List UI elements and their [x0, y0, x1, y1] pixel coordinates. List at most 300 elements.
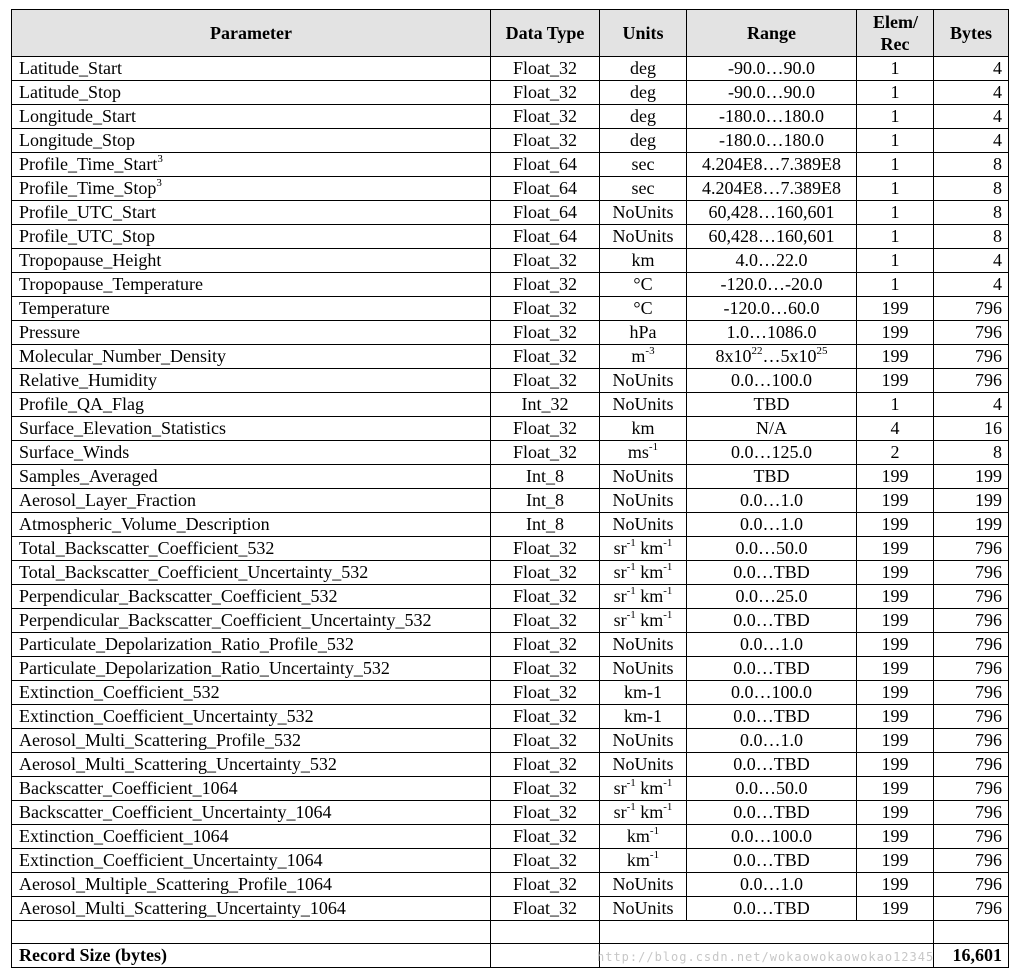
bytes-value: 796: [975, 898, 1002, 918]
parameter-cell: [12, 897, 491, 921]
elem-rec-cell: [857, 897, 934, 921]
units-cell: [600, 777, 687, 801]
units-cell: [600, 81, 687, 105]
elem-rec-cell: [857, 297, 934, 321]
units-cell: [600, 681, 687, 705]
units-cell: [600, 297, 687, 321]
units-cell: [600, 513, 687, 537]
parameter-name: Surface_Elevation_Statistics: [19, 418, 226, 438]
table-row: [12, 177, 1009, 201]
elem-rec-cell: [857, 273, 934, 297]
table-row: [12, 753, 1009, 777]
data-type-cell: [491, 441, 600, 465]
units-text: NoUnits: [612, 874, 674, 894]
bytes-value: 8: [993, 202, 1002, 222]
units-cell: [600, 321, 687, 345]
bytes-cell: [934, 657, 1009, 681]
bytes-value: 4: [993, 58, 1002, 78]
units-cell: [600, 273, 687, 297]
parameter-name: Profile_UTC_Start: [19, 202, 156, 222]
elem-rec-cell: [857, 81, 934, 105]
table-row: [12, 609, 1009, 633]
watermark-text: http://blog.csdn.net/wokaowokaowokao12345: [597, 950, 935, 964]
elem-rec-cell: [857, 801, 934, 825]
elem-rec-cell: [857, 489, 934, 513]
parameter-cell: [12, 345, 491, 369]
range-text: 0.0…25.0: [735, 586, 808, 606]
data-type-value: Float_32: [512, 106, 577, 126]
data-type-cell: [491, 849, 600, 873]
data-type-value: Float_64: [512, 154, 577, 174]
data-type-value: Float_32: [512, 634, 577, 654]
range-cell: [687, 801, 857, 825]
bytes-cell: [934, 537, 1009, 561]
range-cell: [687, 369, 857, 393]
range-text: 0.0…1.0: [740, 514, 803, 534]
bytes-value: 4: [993, 106, 1002, 126]
range-cell: [687, 849, 857, 873]
range-cell: [687, 273, 857, 297]
units-exponent: -1: [648, 441, 659, 453]
bytes-cell: [934, 225, 1009, 249]
elem-rec-value: 199: [881, 298, 909, 318]
parameter-name: Profile_QA_Flag: [19, 394, 144, 414]
elem-rec-cell: [857, 873, 934, 897]
bytes-value: 796: [975, 826, 1002, 846]
elem-rec-value: 199: [881, 754, 909, 774]
data-type-cell: [491, 105, 600, 129]
units-exponent: -1: [663, 777, 673, 789]
range-text: 0.0…1.0: [740, 874, 803, 894]
bytes-value: 796: [975, 730, 1002, 750]
bytes-cell: [934, 561, 1009, 585]
elem-rec-cell: [857, 729, 934, 753]
elem-rec-value: 1: [890, 130, 900, 150]
parameter-name: Longitude_Start: [19, 106, 136, 126]
parameter-cell: [12, 777, 491, 801]
parameter-cell: [12, 681, 491, 705]
table-row: [12, 81, 1009, 105]
range-exponent: 22: [751, 345, 763, 357]
range-cell: [687, 105, 857, 129]
bytes-value: 796: [975, 658, 1002, 678]
spacer-cell: [491, 921, 600, 944]
bytes-cell: [934, 177, 1009, 201]
elem-rec-value: 199: [881, 346, 909, 366]
parameter-table: [11, 9, 1009, 968]
spacer-cell: [600, 921, 934, 944]
elem-rec-value: 199: [881, 898, 909, 918]
parameter-name: Profile_Time_Stop: [19, 178, 157, 198]
elem-rec-value: 199: [881, 802, 909, 822]
elem-rec-value: 199: [881, 370, 909, 390]
elem-rec-value: 199: [881, 514, 909, 534]
bytes-value: 796: [975, 610, 1002, 630]
data-type-cell: [491, 225, 600, 249]
units-text: hPa: [629, 322, 657, 342]
units-text: sr: [613, 778, 627, 798]
data-type-cell: [491, 273, 600, 297]
table-row: [12, 873, 1009, 897]
parameter-cell: [12, 585, 491, 609]
elem-rec-value: 199: [881, 778, 909, 798]
footer-empty-cell: [600, 944, 934, 968]
units-text: km: [626, 850, 650, 870]
elem-rec-value: 199: [881, 730, 909, 750]
units-exponent: -3: [645, 345, 655, 357]
range-text: 60,428…160,601: [708, 226, 835, 246]
units-text: NoUnits: [612, 202, 674, 222]
elem-rec-cell: [857, 369, 934, 393]
units-exponent: -1: [626, 537, 636, 549]
bytes-value: 16: [984, 418, 1002, 438]
bytes-cell: [934, 297, 1009, 321]
range-text: 4.204E8…7.389E8: [702, 154, 841, 174]
elem-rec-value: 1: [890, 106, 900, 126]
range-text: -180.0…180.0: [719, 130, 824, 150]
data-type-value: Float_32: [512, 130, 577, 150]
units-exponent: -1: [626, 801, 636, 813]
bytes-value: 4: [993, 394, 1002, 414]
table-row: [12, 897, 1009, 921]
range-text: 0.0…TBD: [733, 562, 810, 582]
table-row: [12, 153, 1009, 177]
units-exponent: -1: [626, 609, 636, 621]
bytes-cell: [934, 849, 1009, 873]
table-row: [12, 825, 1009, 849]
elem-rec-value: 199: [881, 826, 909, 846]
units-exponent: -1: [663, 585, 673, 597]
table-row: [12, 465, 1009, 489]
units-cell: [600, 249, 687, 273]
table-row: [12, 561, 1009, 585]
parameter-name: Particulate_Depolarization_Ratio_Profile_532: [19, 634, 354, 654]
data-type-value: Float_32: [512, 826, 577, 846]
header-elem-rec-text: Elem/ Rec: [873, 12, 918, 54]
range-cell: [687, 417, 857, 441]
units-text: sr: [613, 538, 627, 558]
bytes-value: 796: [975, 706, 1002, 726]
data-type-cell: [491, 249, 600, 273]
range-text: TBD: [753, 394, 790, 414]
units-text: deg: [630, 82, 656, 102]
bytes-cell: [934, 81, 1009, 105]
units-exponent: -1: [663, 801, 673, 813]
range-text: -90.0…90.0: [728, 82, 815, 102]
elem-rec-value: 1: [890, 226, 900, 246]
range-text: -90.0…90.0: [728, 58, 815, 78]
range-cell: [687, 489, 857, 513]
parameter-cell: [12, 873, 491, 897]
parameter-name: Surface_Winds: [19, 442, 130, 462]
elem-rec-cell: [857, 417, 934, 441]
data-type-cell: [491, 513, 600, 537]
elem-rec-value: 199: [881, 322, 909, 342]
units-cell: [600, 393, 687, 417]
bytes-cell: [934, 273, 1009, 297]
range-text: 0.0…TBD: [733, 610, 810, 630]
parameter-cell: [12, 561, 491, 585]
data-type-cell: [491, 657, 600, 681]
parameter-cell: [12, 273, 491, 297]
parameter-name: Molecular_Number_Density: [19, 346, 226, 366]
units-exponent: -1: [626, 585, 636, 597]
bytes-cell: [934, 489, 1009, 513]
parameter-cell: [12, 609, 491, 633]
bytes-cell: [934, 681, 1009, 705]
data-type-cell: [491, 633, 600, 657]
parameter-name: Aerosol_Multi_Scattering_Profile_532: [19, 730, 301, 750]
elem-rec-cell: [857, 441, 934, 465]
units-text: NoUnits: [612, 394, 674, 414]
data-type-value: Float_32: [512, 58, 577, 78]
range-cell: [687, 561, 857, 585]
bytes-value: 796: [975, 682, 1002, 702]
bytes-cell: [934, 729, 1009, 753]
parameter-cell: [12, 81, 491, 105]
units-cell: [600, 105, 687, 129]
bytes-cell: [934, 897, 1009, 921]
data-type-cell: [491, 201, 600, 225]
bytes-cell: [934, 513, 1009, 537]
range-text: …5x10: [762, 346, 817, 366]
bytes-value: 796: [975, 634, 1002, 654]
parameter-name: Tropopause_Height: [19, 250, 162, 270]
range-text: 4.204E8…7.389E8: [702, 178, 841, 198]
elem-rec-value: 1: [890, 82, 900, 102]
units-text: km: [635, 802, 664, 822]
record-size-total: 16,601: [934, 944, 1009, 968]
table-row: [12, 657, 1009, 681]
bytes-cell: [934, 753, 1009, 777]
bytes-value: 8: [993, 226, 1002, 246]
parameter-name: Profile_Time_Start: [19, 154, 158, 174]
data-type-value: Int_8: [526, 514, 564, 534]
elem-rec-value: 199: [881, 610, 909, 630]
parameter-cell: [12, 657, 491, 681]
parameter-cell: [12, 177, 491, 201]
units-text: sec: [631, 154, 655, 174]
units-text: deg: [630, 106, 656, 126]
data-type-cell: [491, 753, 600, 777]
bytes-value: 8: [993, 442, 1002, 462]
elem-rec-value: 4: [890, 418, 900, 438]
table-row: [12, 201, 1009, 225]
table-row: [12, 273, 1009, 297]
units-text: sr: [613, 802, 627, 822]
table-row: [12, 729, 1009, 753]
units-cell: [600, 57, 687, 81]
bytes-value: 199: [975, 514, 1002, 534]
bytes-cell: [934, 249, 1009, 273]
elem-rec-value: 199: [881, 586, 909, 606]
data-type-cell: [491, 417, 600, 441]
units-cell: [600, 225, 687, 249]
table-row: [12, 681, 1009, 705]
range-cell: [687, 321, 857, 345]
units-text: NoUnits: [612, 466, 674, 486]
bytes-cell: [934, 345, 1009, 369]
data-type-value: Int_8: [526, 490, 564, 510]
range-text: -120.0…60.0: [723, 298, 820, 318]
table-row: [12, 801, 1009, 825]
data-type-cell: [491, 345, 600, 369]
elem-rec-value: 199: [881, 562, 909, 582]
units-text: deg: [630, 58, 656, 78]
bytes-cell: [934, 369, 1009, 393]
elem-rec-cell: [857, 249, 934, 273]
table-row: [12, 849, 1009, 873]
range-text: 0.0…TBD: [733, 754, 810, 774]
units-cell: [600, 801, 687, 825]
parameter-cell: [12, 417, 491, 441]
range-cell: [687, 465, 857, 489]
bytes-value: 796: [975, 874, 1002, 894]
elem-rec-cell: [857, 537, 934, 561]
units-cell: [600, 561, 687, 585]
data-type-value: Float_32: [512, 82, 577, 102]
parameter-name: Backscatter_Coefficient_1064: [19, 778, 238, 798]
table-row: [12, 249, 1009, 273]
parameter-name: Perpendicular_Backscatter_Coefficient_Uncertainty_532: [19, 610, 432, 630]
units-text: km-1: [624, 706, 662, 726]
range-text: 0.0…1.0: [740, 730, 803, 750]
bytes-cell: [934, 57, 1009, 81]
range-cell: [687, 225, 857, 249]
elem-rec-value: 2: [890, 442, 900, 462]
range-cell: [687, 873, 857, 897]
range-text: TBD: [753, 466, 790, 486]
units-cell: [600, 633, 687, 657]
data-type-cell: [491, 81, 600, 105]
parameter-cell: [12, 825, 491, 849]
elem-rec-cell: [857, 513, 934, 537]
units-text: sr: [613, 586, 627, 606]
bytes-value: 796: [975, 538, 1002, 558]
elem-rec-cell: [857, 321, 934, 345]
range-cell: [687, 345, 857, 369]
units-text: km: [631, 250, 655, 270]
data-type-value: Float_32: [512, 586, 577, 606]
bytes-cell: [934, 705, 1009, 729]
units-text: km: [635, 538, 664, 558]
header-parameter: Parameter: [12, 10, 491, 57]
units-cell: [600, 465, 687, 489]
parameter-cell: [12, 225, 491, 249]
elem-rec-cell: [857, 825, 934, 849]
elem-rec-value: 1: [890, 274, 900, 294]
table-row: [12, 105, 1009, 129]
parameter-name: Latitude_Start: [19, 58, 122, 78]
units-text: NoUnits: [612, 226, 674, 246]
elem-rec-cell: [857, 849, 934, 873]
parameter-cell: [12, 705, 491, 729]
bytes-cell: [934, 393, 1009, 417]
units-cell: [600, 537, 687, 561]
parameter-cell: [12, 489, 491, 513]
elem-rec-cell: [857, 705, 934, 729]
data-type-cell: [491, 177, 600, 201]
units-cell: [600, 705, 687, 729]
data-type-value: Float_32: [512, 658, 577, 678]
bytes-value: 8: [993, 154, 1002, 174]
table-row: [12, 345, 1009, 369]
table-row: [12, 705, 1009, 729]
bytes-value: 199: [975, 466, 1002, 486]
range-text: 4.0…22.0: [735, 250, 808, 270]
elem-rec-cell: [857, 345, 934, 369]
units-text: NoUnits: [612, 754, 674, 774]
units-cell: [600, 129, 687, 153]
units-exponent: -1: [663, 537, 673, 549]
units-cell: [600, 441, 687, 465]
range-cell: [687, 57, 857, 81]
elem-rec-value: 1: [890, 58, 900, 78]
elem-rec-cell: [857, 657, 934, 681]
range-text: 0.0…100.0: [731, 826, 812, 846]
data-type-cell: [491, 777, 600, 801]
range-text: 0.0…1.0: [740, 634, 803, 654]
range-cell: [687, 81, 857, 105]
table-row: [12, 489, 1009, 513]
range-text: 0.0…TBD: [733, 706, 810, 726]
data-type-value: Float_32: [512, 850, 577, 870]
parameter-cell: [12, 321, 491, 345]
units-cell: [600, 201, 687, 225]
parameter-cell: [12, 801, 491, 825]
range-cell: [687, 201, 857, 225]
table-row: [12, 57, 1009, 81]
data-type-cell: [491, 873, 600, 897]
elem-rec-value: 199: [881, 850, 909, 870]
bytes-value: 796: [975, 346, 1002, 366]
bytes-cell: [934, 873, 1009, 897]
range-text: 0.0…100.0: [731, 370, 812, 390]
data-type-cell: [491, 681, 600, 705]
data-type-cell: [491, 561, 600, 585]
elem-rec-value: 199: [881, 490, 909, 510]
units-text: NoUnits: [612, 370, 674, 390]
data-type-value: Float_32: [512, 538, 577, 558]
units-cell: [600, 729, 687, 753]
units-text: km: [635, 562, 664, 582]
data-type-cell: [491, 153, 600, 177]
range-cell: [687, 129, 857, 153]
units-exponent: -1: [649, 825, 660, 837]
units-exponent: -1: [626, 561, 636, 573]
bytes-value: 796: [975, 586, 1002, 606]
parameter-cell: [12, 537, 491, 561]
bytes-cell: [934, 633, 1009, 657]
data-type-cell: [491, 393, 600, 417]
elem-rec-cell: [857, 681, 934, 705]
elem-rec-value: 199: [881, 466, 909, 486]
bytes-value: 4: [993, 250, 1002, 270]
range-cell: [687, 177, 857, 201]
range-cell: [687, 681, 857, 705]
spacer-cell: [12, 921, 491, 944]
units-cell: [600, 825, 687, 849]
units-cell: [600, 417, 687, 441]
units-text: ms: [627, 442, 649, 462]
data-type-cell: [491, 369, 600, 393]
bytes-cell: [934, 201, 1009, 225]
parameter-cell: [12, 465, 491, 489]
units-text: NoUnits: [612, 490, 674, 510]
data-type-value: Float_32: [512, 442, 577, 462]
data-type-cell: [491, 57, 600, 81]
table-row: [12, 417, 1009, 441]
